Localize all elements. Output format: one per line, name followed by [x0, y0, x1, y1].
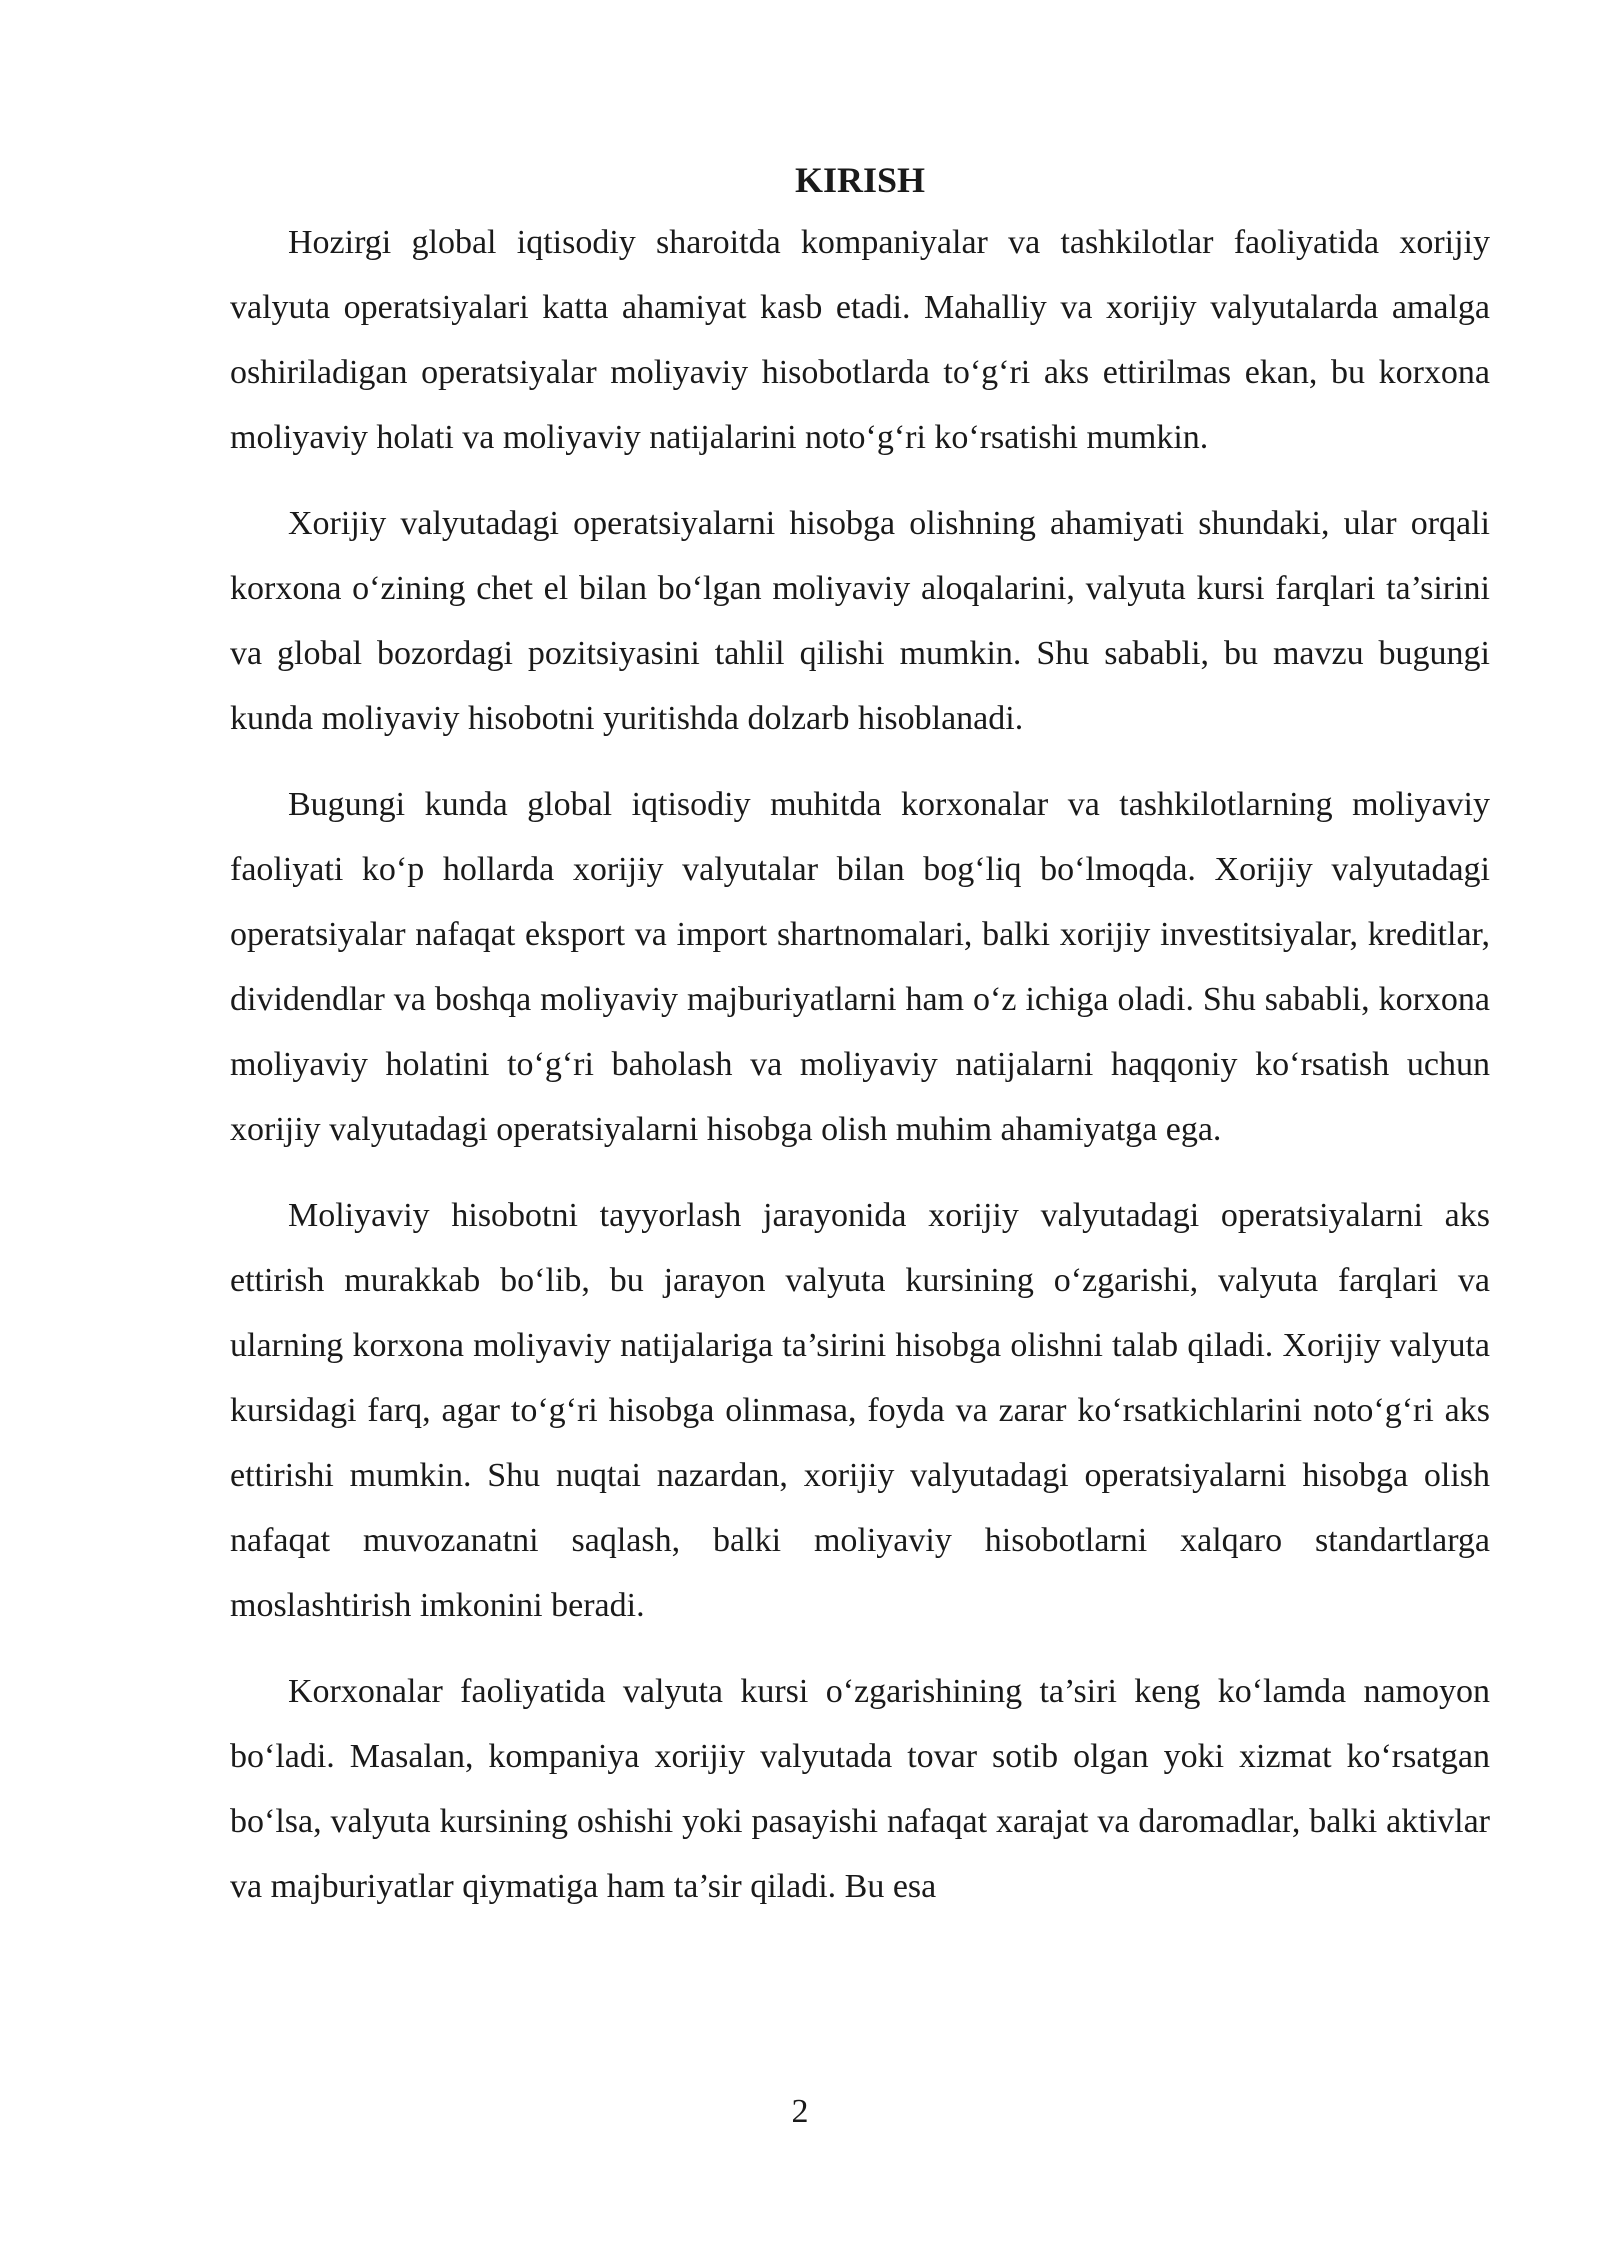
paragraph-1: Hozirgi global iqtisodiy sharoitda kompaniyalar va tashkilotlar faoliyatida xorijiy valyuta operatsiyalari katta ahamiyat kasb etadi. Mahalliy va xorijiy valyutalarda amalga oshiriladigan operatsiyalar moliyaviy hisobotlarda to‘g‘ri aks ettirilmas ekan, bu korxona moliyaviy holati va moliyaviy natijalarini noto‘g‘ri ko‘rsatishi mumkin.: [230, 224, 1490, 456]
page-number: 2: [791, 2093, 809, 2130]
paragraph-3: Bugungi kunda global iqtisodiy muhitda korxonalar va tashkilotlarning moliyaviy faoliyati ko‘p hollarda xorijiy valyutalar bilan bog‘liq bo‘lmoqda. Xorijiy valyutadagi operatsiyalar nafaqat eksport va import shartnomalari, balki xorijiy investitsiyalar, kreditlar, dividendlar va boshqa moliyaviy majburiyatlarni ham o‘z ichiga oladi. Shu sababli, korxona moliyaviy holatini to‘g‘ri baholash va moliyaviy natijalarni haqqoniy ko‘rsatish uchun xorijiy valyutadagi operatsiyalarni hisobga olish muhim ahamiyatga ega.: [230, 786, 1490, 1148]
paragraph-2: Xorijiy valyutadagi operatsiyalarni hisobga olishning ahamiyati shundaki, ular orqali korxona o‘zining chet el bilan bo‘lgan moliyaviy aloqalarini, valyuta kursi farqlari ta’sirini va global bozordagi pozitsiyasini tahlil qilishi mumkin. Shu sababli, bu mavzu bugungi kunda moliyaviy hisobotni yuritishda dolzarb hisoblanadi.: [230, 505, 1490, 737]
paragraph-5: Korxonalar faoliyatida valyuta kursi o‘zgarishining ta’siri keng ko‘lamda namoyon bo‘ladi. Masalan, kompaniya xorijiy valyutada tovar sotib olgan yoki xizmat ko‘rsatgan bo‘lsa, valyuta kursining oshishi yoki pasayishi nafaqat xarajat va daromadlar, balki aktivlar va majburiyatlar qiymatiga ham ta’sir qiladi. Bu esa: [230, 1673, 1490, 1905]
section-title: KIRISH: [794, 160, 926, 200]
page-content: [230, 150, 1490, 1940]
paragraph-4: Moliyaviy hisobotni tayyorlash jarayonida xorijiy valyutadagi operatsiyalarni aks ettirish murakkab bo‘lib, bu jarayon valyuta kursining o‘zgarishi, valyuta farqlari va ularning korxona moliyaviy natijalariga ta’sirini hisobga olishni talab qiladi. Xorijiy valyuta kursidagi farq, agar to‘g‘ri hisobga olinmasa, foyda va zarar ko‘rsatkichlarini noto‘g‘ri aks ettirishi mumkin. Shu nuqtai nazardan, xorijiy valyutadagi operatsiyalarni hisobga olish nafaqat muvozanatni saqlash, balki moliyaviy hisobotlarni xalqaro standartlarga moslashtirish imkonini beradi.: [230, 1197, 1490, 1624]
